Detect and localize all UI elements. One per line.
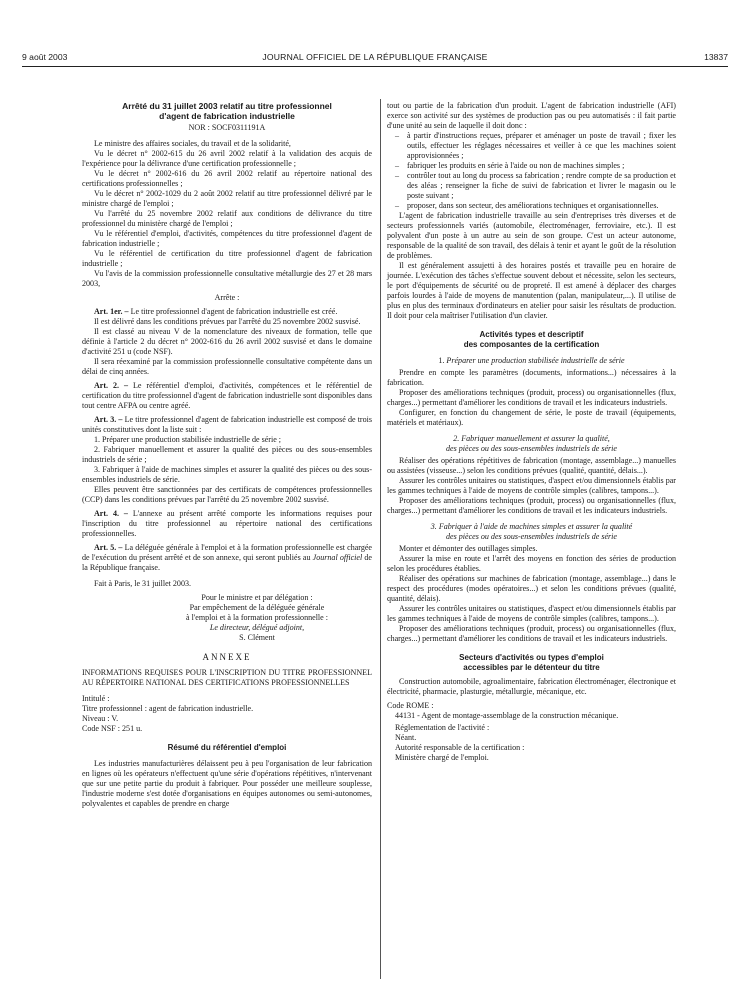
summary-paragraph: Les industries manufacturières délaissent peu à peu l'organisation de leur fabrication en lignes où les opérateurs n'effectuent qu'une série d'opérations répétitives, n'intervenant que sur une petite partie du produit à fabriquer. Pour posséder une meilleure souplesse, l'industrie moderne s'est dotée d'organisations en équipes autonomes ou semi-autonomes, polyvalentes et capables de prendre en charge [82, 759, 372, 808]
section-2-title-line1: 2. Fabriquer manuellement et assurer la qualité, [453, 434, 610, 443]
unit-1: 1. Préparer une production stabilisée industrielle de série ; [94, 435, 282, 444]
article-5: Art. 5. – La déléguée générale à l'emploi et à la formation professionnelle est chargée de l'exécution du présent arrêté et de son annexe, qui seront publiés au Journal officiel de la République française. [82, 543, 373, 572]
section-1-p2: Proposer des améliorations techniques (produit, process) ou organisationnelles (flux, charges...) permettant d'améliorer les conditions de travail et les indicateurs industriels. [387, 388, 676, 407]
work-conditions-paragraph: Il est généralement assujetti à des horaires postés et travaille peu en horaire de journée. L'exécution des tâches s'effectue souvent debout et nécessite, selon les secteurs, le port d'équipements de sécurité ou de propreté. Il est amené à déplacer des charges parfois lourdes à l'aide de moyens de manutention (palan, manipulateur,...). Il utilise de plus en plus des terminaux d'ordinateurs en atelier pour saisir les résultats de production. Il doit pour cela maîtriser l'utilisation d'un clavier. [387, 261, 676, 320]
section-3-p1: Monter et démonter des outillages simples. [399, 544, 538, 553]
article-4-label: Art. 4. – [94, 509, 128, 518]
section-2-title-line2: des pièces ou des sous-ensembles industriels de série [446, 444, 617, 453]
nor-reference: NOR : SOCF0311191A [188, 123, 266, 132]
right-column [387, 101, 676, 763]
visa-7: Vu l'avis de la commission professionnelle consultative métallurgie des 27 et 28 mars 2003, [82, 269, 372, 288]
sectors-paragraph: Construction automobile, agroalimentaire, fabrication électroménager, électronique et électricité, pharmacie, plasturgie, métallurgie, mécanique, etc. [387, 677, 676, 696]
sectors-heading-1: Secteurs d'activités ou types d'emploi [459, 653, 604, 662]
authority-value: Ministère chargé de l'emploi. [395, 753, 489, 762]
article-3-label: Art. 3. – [94, 415, 123, 424]
visa-5: Vu le référentiel d'emploi, d'activités, compétences du titre professionnel d'agent de fabrication industrielle ; [82, 229, 372, 248]
duty-item-3: – contrôler tout au long du process sa fabrication ; rendre compte de sa production et des aléas ; renseigner la fiche de suivi de fabrication et livrer le magasin ou le poste suivant ; [395, 171, 676, 200]
section-2-p3: Proposer des améliorations techniques (produit, process) ou organisationnelles (flux, charges...) permettant d'améliorer les conditions de travail et les indicateurs industriels. [387, 496, 676, 515]
signature-block: Pour le ministre et par délégation : Par empêchement de la déléguée générale à l'emploi et à la formation professionnelle : Le directeur, délégué adjoint, S. Clément [82, 593, 372, 643]
duty-item-2: – fabriquer les produits en série à l'aide ou non de machines simples ; [395, 161, 625, 170]
article-5-label: Art. 5. – [94, 543, 123, 552]
activities-heading-2: des composantes de la certification [463, 340, 600, 349]
signatory: S. Clément [239, 633, 275, 642]
page-header [22, 52, 728, 66]
decree-title-line2: d'agent de fabrication industrielle [159, 111, 295, 121]
journal-title: JOURNAL OFFICIEL DE LA RÉPUBLIQUE FRANÇAISE [262, 52, 488, 62]
visa-4: Vu l'arrêté du 25 novembre 2002 relatif aux conditions de délivrance du titre professionnel du ministère chargé de l'emploi ; [82, 209, 372, 228]
regulation-label: Réglementation de l'activité : [395, 723, 490, 732]
article-1-p3: Il est classé au niveau V de la nomenclature des niveaux de formation, telle que définie à l'article 2 du décret n° 2002-616 du 26 avril 2002 susvisé et dans le domaine d'activité 251 u (code NSF). [82, 327, 372, 356]
regulation-value: Néant. [395, 733, 417, 742]
section-3-title-line2: des pièces ou des sous-ensembles industriels de série [446, 532, 617, 541]
title-line: Titre professionnel : agent de fabrication industrielle. [82, 704, 254, 713]
arrete-label: Arrête : [214, 293, 240, 302]
level-line: Niveau : V. [82, 714, 119, 723]
article-3: Art. 3. – Le titre professionnel d'agent de fabrication industrielle est composé de trois unités constitutives dont la liste suit : [82, 415, 373, 434]
intitule-label: Intitulé : [82, 694, 110, 703]
minister-line: Le ministre des affaires sociales, du travail et de la solidarité, [94, 139, 291, 148]
annex-info-heading: INFORMATIONS REQUISES POUR L'INSCRIPTION DU TITRE PROFESSIONNEL AU RÉPERTOIRE NATIONAL DES CERTIFICATIONS PROFESSIONNELLES [82, 668, 372, 687]
left-column [82, 101, 372, 809]
duty-item-4: – proposer, dans son secteur, des améliorations techniques et organisationnelles. [395, 201, 659, 210]
visa-6: Vu le référentiel de certification du titre professionnel d'agent de fabrication industrielle ; [82, 249, 372, 268]
article-4: Art. 4. – L'annexe au présent arrêté comporte les informations requises pour l'inscription du titre professionnel au répertoire national des certifications professionnelles. [82, 509, 372, 538]
article-1: Art. 1er. – Le titre professionnel d'agent de fabrication industrielle est créé. [94, 307, 338, 316]
decree-title-line1: Arrêté du 31 juillet 2003 relatif au titre professionnel [122, 101, 332, 111]
section-3-p3: Réaliser des opérations sur machines de fabrication (montage, assemblage...) dans le respect des procédures (modes opératoires...) et selon les conditions prévues (qualité, quantité, délais). [387, 574, 676, 603]
section-2-p2: Assurer les contrôles unitaires ou statistiques, d'aspect et/ou dimensionnels établis par les gammes techniques à l'aide de moyens de contrôle simples (calibres, tampons...). [387, 476, 676, 495]
section-3-title-line1: 3. Fabriquer à l'aide de machines simples et assurer la qualité [430, 522, 633, 531]
section-3-p2: Assurer la mise en route et l'arrêt des moyens en fonction des séries de production selon les procédures établies. [387, 554, 676, 573]
nsf-line: Code NSF : 251 u. [82, 724, 143, 733]
article-1-label: Art. 1er. – [94, 307, 129, 316]
sectors-heading-2: accessibles par le détenteur du titre [463, 663, 600, 672]
section-1-title: 1. Préparer une production stabilisée industrielle de série [438, 356, 625, 365]
issue-date: 9 août 2003 [22, 52, 68, 62]
section-1-p3: Configurer, en fonction du changement de série, le poste de travail (équipements, matériels et matériaux). [387, 408, 676, 427]
summary-heading: Résumé du référentiel d'emploi [167, 743, 287, 752]
unit-2: 2. Fabriquer manuellement et assurer la qualité des pièces ou des sous-ensembles industriels de série ; [82, 445, 372, 464]
authority-label: Autorité responsable de la certification : [395, 743, 525, 752]
article-1-p2: Il est délivré dans les conditions prévues par l'arrêté du 25 novembre 2002 susvisé. [94, 317, 361, 326]
section-3-p5: Proposer des améliorations techniques (produit, process) ou organisationnelles (flux, charges...) permettant d'améliorer les conditions de travail et les indicateurs industriels. [387, 624, 676, 643]
rome-value: 44131 - Agent de montage-assemblage de la construction mécanique. [395, 711, 619, 720]
page-number: 13837 [704, 52, 728, 62]
section-1-p1: Prendre en compte les paramètres (documents, informations...) nécessaires à la fabrication. [387, 368, 676, 387]
rome-label: Code ROME : [387, 701, 434, 710]
article-2-label: Art. 2. – [94, 381, 129, 390]
column-divider [380, 99, 381, 979]
continuation-paragraph: tout ou partie de la fabrication d'un produit. L'agent de fabrication industrielle (AFI) exerce son activité sur des systèmes de production pas ou peu automatisés : il fait partie d'une unité au sein de laquelle il doit donc : [387, 101, 676, 130]
visa-2: Vu le décret n° 2002-616 du 26 avril 2002 relatif au répertoire national des certifications professionnelles ; [82, 169, 372, 188]
article-2: Art. 2. – Le référentiel d'emploi, d'activités, compétences et le référentiel de certification du titre professionnel d'agent de fabrication industrielle sont disponibles dans tout centre AFPA ou centre agréé. [82, 381, 373, 410]
annex-heading: ANNEXE [202, 652, 252, 662]
article-3-p2: Elles peuvent être sanctionnées par des certificats de compétences professionnelles (CCP) dans les conditions prévues par l'arrêté du 25 novembre 2002 susvisé. [82, 485, 372, 504]
visa-3: Vu le décret n° 2002-1029 du 2 août 2002 relatif au titre professionnel délivré par le ministre chargé de l'emploi ; [82, 189, 372, 208]
header-rule [22, 66, 728, 67]
section-2-p1: Réaliser des opérations répétitives de fabrication (montage, assemblage...) manuelles ou assistées (visseuse...) selon les conditions prévues (qualité, quantité, délais...). [387, 456, 676, 475]
article-1-p4: Il sera réexaminé par la commission professionnelle consultative compétente dans un délai de cinq années. [82, 357, 372, 376]
date-place: Fait à Paris, le 31 juillet 2003. [94, 579, 191, 588]
section-3-p4: Assurer les contrôles unitaires ou statistiques, d'aspect et/ou dimensionnels établis par les gammes techniques à l'aide de moyens de contrôle simples (calibres, tampons...). [387, 604, 676, 623]
activities-heading-1: Activités types et descriptif [479, 330, 584, 339]
work-context-paragraph: L'agent de fabrication industrielle travaille au sein d'entreprises très diverses et de secteurs professionnels variés (automobile, électroménager, ferroviaire, etc.). Il est polyvalent d'un poste à un autre au sein de son groupe. C'est un acteur autonome, responsable de la qualité de son travail, des délais à tenir et ayant le goût de la résolution de problèmes. [387, 211, 676, 260]
visa-1: Vu le décret n° 2002-615 du 26 avril 2002 relatif à la validation des acquis de l'expérience pour la délivrance d'une certification professionnelle ; [82, 149, 372, 168]
unit-3: 3. Fabriquer à l'aide de machines simples et assurer la qualité des pièces ou des sous-ensembles industriels de série. [82, 465, 372, 484]
duty-item-1: – à partir d'instructions reçues, préparer et aménager un poste de travail ; fixer les outils, effectuer les réglages nécessaires et veiller à ce que les machines soient approvisionnées ; [395, 131, 676, 160]
